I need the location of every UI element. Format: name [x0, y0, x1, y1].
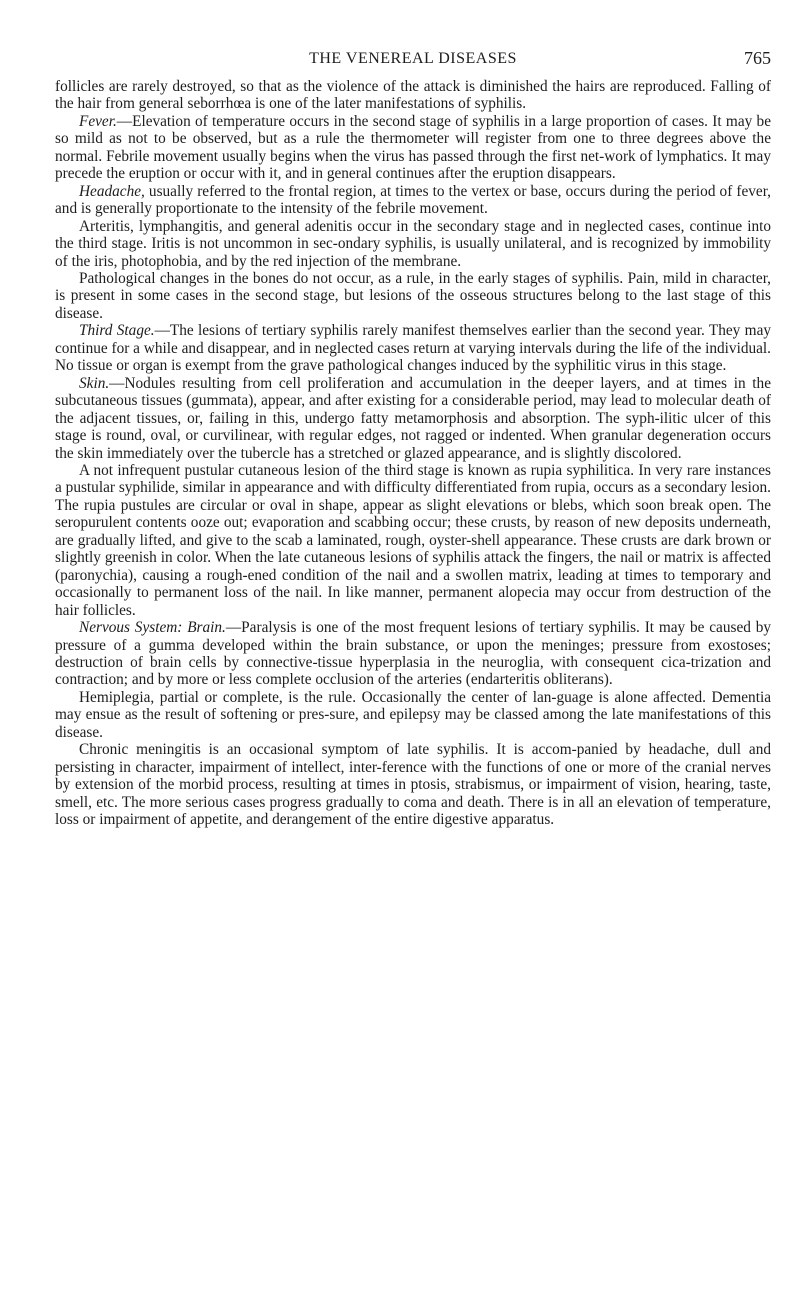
paragraph-text: —The lesions of tertiary syphilis rarely manifest themselves earlier than the second year. They may continue for a while and disappear, and in neglected cases return at varying intervals during the life of the individual. No tissue or organ is exempt from the grave pathological changes induced by the syphilitic virus in this stage. — [55, 322, 772, 375]
paragraph-headache — [55, 183, 771, 218]
paragraph-text: Hemiplegia, partial or complete, is the rule. Occasionally the center of lan-guage is alone affected. Dementia may ensue as the result of softening or pres-sure, and epilepsy may be classed among the late manifestations of this disease. — [55, 688, 771, 741]
paragraph-skin — [55, 375, 771, 462]
section-heading-nervous-system: Nervous System: Brain. — [79, 619, 226, 637]
section-heading-fever: Fever. — [79, 112, 117, 130]
paragraph-text: usually referred to the frontal region, at times to the vertex or base, occurs during the period of fever, and is generally proportionate to the intensity of the febrile movement. — [55, 182, 771, 218]
paragraph-text: Arteritis, lymphangitis, and general adenitis occur in the secondary stage and in neglected cases, continue into the third stage. Iritis is not uncommon in sec-ondary syphilis, is usually unilateral, and is recognized by immobility of the iris, photophobia, and by the red injection of the membrane. — [55, 217, 771, 270]
page-header — [55, 42, 771, 72]
paragraph-hemiplegia — [55, 689, 771, 741]
paragraph-text: Chronic meningitis is an occasional symptom of late syphilis. It is accom-panied by headache, dull and persisting in character, impairment of intellect, inter-ference with the functions of one or more of the cranial nerves by extension of the morbid process, resulting at times in ptosis, strabismus, or impairment of vision, hearing, taste, smell, etc. The more serious cases progress gradually to coma and death. There is in all an elevation of temperature, loss or impairment of appetite, and derangement of the entire digestive apparatus. — [55, 741, 771, 829]
paragraph-text: Pathological changes in the bones do not occur, as a rule, in the early stages of syphilis. Pain, mild in character, is present in some cases in the second stage, but lesions of the osseous structures belong to the last stage of this disease. — [55, 269, 771, 322]
body-text — [55, 78, 771, 828]
paragraph-text: —Nodules resulting from cell proliferation and accumulation in the deeper layers, and at times in the subcutaneous tissues (gummata), appear, and after existing for a considerable period, may lead to molecular death of the adjacent tissues, or, failing in this, undergo fatty metamorphosis and absorption. The syph-ilitic ulcer of this stage is round, oval, or curvilinear, with regular edges, not ragged or indented. When granular degeneration occurs the skin immediately over the tubercle has a stretched or glazed appearance, and is slightly discolored. — [55, 374, 771, 462]
paragraph-rupia — [55, 462, 771, 619]
paragraph-meningitis — [55, 741, 771, 828]
paragraph-text: A not infrequent pustular cutaneous lesion of the third stage is known as rupia syphilitica. In very rare instances a pustular syphilide, similar in appearance and with difficulty differentiated from rupia, occurs as a secondary lesion. The rupia pustules are circular or oval in shape, appear as slight elevations or blebs, which soon break open. The seropurulent contents ooze out; evaporation and scabbing occur; these crusts, by reason of new deposits underneath, are gradually lifted, and give to the scab a laminated, rough, oyster-shell appearance. These crusts are dark brown or slightly greenish in color. When the late cutaneous lesions of syphilis attack the fingers, the nail or matrix is affected (paronychia), causing a rough-ened condition of the nail and a swollen matrix, leading at times to temporary and occasionally to permanent loss of the nail. In like manner, permanent alopecia may occur from destruction of the hair follicles. — [55, 461, 771, 619]
section-heading-skin: Skin. — [79, 374, 110, 392]
running-head: THE VENEREAL DISEASES — [309, 50, 517, 67]
paragraph-nervous-system — [55, 619, 771, 689]
paragraph-fever — [55, 113, 771, 183]
paragraph-hair-follicles — [55, 78, 771, 113]
paragraph-text: —Elevation of temperature occurs in the second stage of syphilis in a large proportion of cases. It may be so mild as not to be observed, but as a rule the thermometer will register from one to three degrees above the normal. Febrile movement usually begins when the virus has passed through the first net-work of lymphatics. It may precede the eruption or occur with it, and in general continues after the eruption disappears. — [55, 112, 771, 183]
section-heading-headache: Headache, — [79, 182, 145, 200]
paragraph-third-stage — [55, 322, 771, 374]
page-number: 765 — [744, 48, 771, 68]
section-heading-third-stage: Third Stage. — [79, 322, 155, 340]
paragraph-text: —Paralysis is one of the most frequent lesions of tertiary syphilis. It may be caused by pressure of a gumma developed within the brain substance, or upon the meninges; pressure from exostoses; destruction of brain cells by connective-tissue hyperplasia in the neuroglia, with consequent cica-trization and contraction; and by more or less complete occlusion of the arteries (endarteritis obliterans). — [55, 619, 772, 689]
paragraph-arteritis — [55, 218, 771, 270]
paragraph-bones — [55, 270, 771, 322]
paragraph-text: follicles are rarely destroyed, so that as the violence of the attack is diminished the hairs are reproduced. Falling of the hair from general seborrhœa is one of the later manifestations of syphilis. — [55, 78, 771, 113]
